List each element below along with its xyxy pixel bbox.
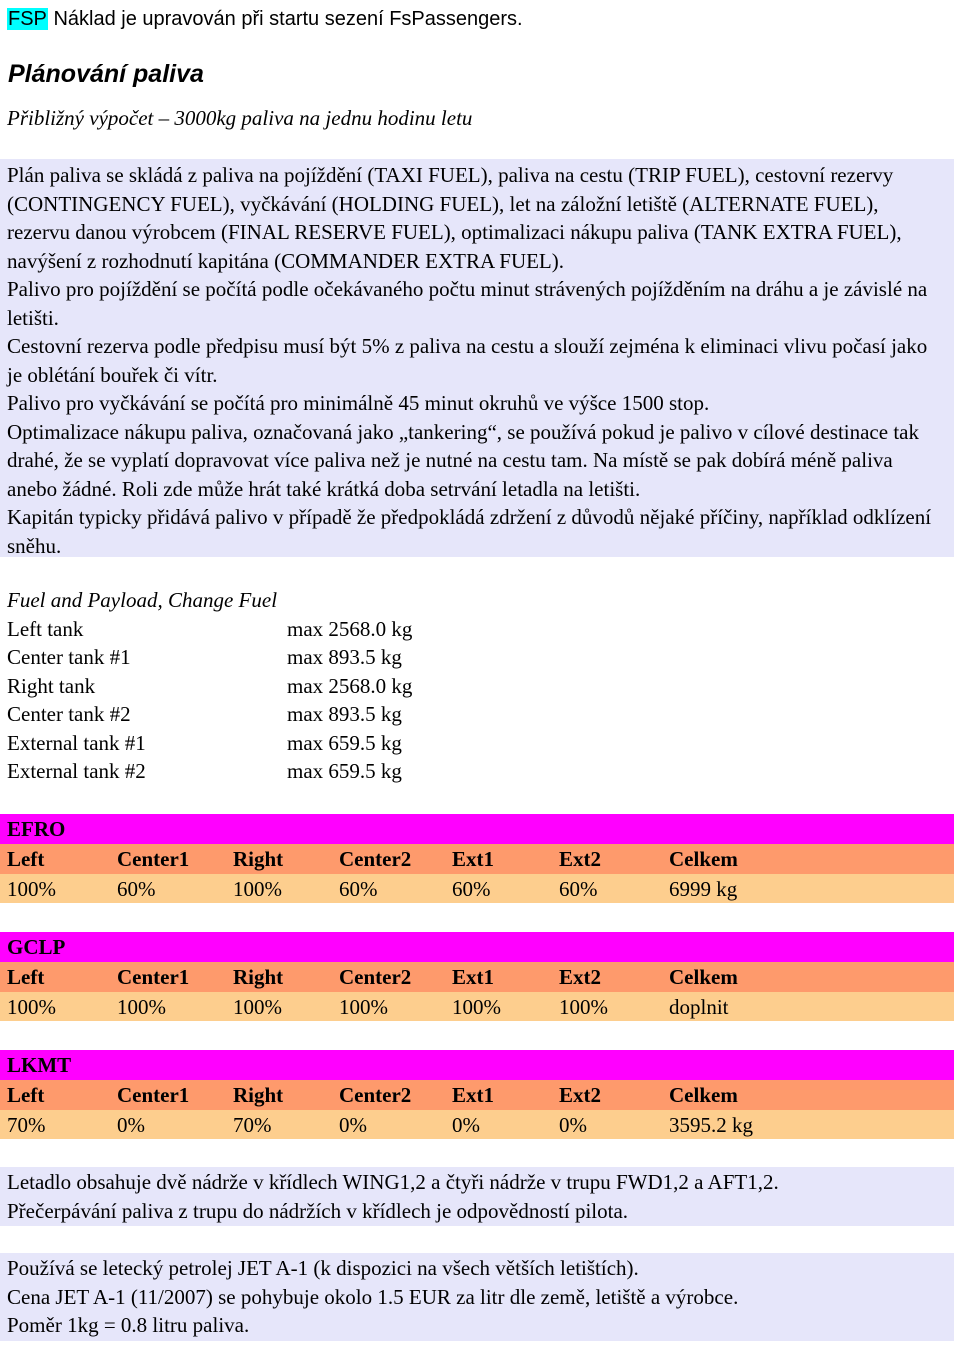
info-line: Přečerpávání paliva z trupu do nádržích v křídlech je odpovědností pilota. [7, 1198, 629, 1223]
preset-value: 60% [339, 876, 378, 901]
preset-value: 100% [233, 994, 282, 1019]
description-paragraph: Cestovní rezerva podle předpisu musí být 5% z paliva na cestu a slouží zejména k eliminaci vlivu počasí jako je oblétání bouřek či vítr. [7, 334, 928, 387]
description-paragraph: Palivo pro vyčkávání se počítá pro minimálně 45 minut okruhů ve výšce 1500 stop. [7, 391, 710, 415]
preset-value: 0% [339, 1112, 367, 1137]
tank-row [7, 672, 412, 701]
column-header: Celkem [669, 965, 738, 989]
column-header: Right [233, 965, 284, 989]
tank-row [7, 729, 412, 758]
preset-value: 0% [117, 1112, 145, 1137]
preset-values-row [0, 992, 954, 1022]
header-note-text: Náklad je upravován při startu sezení FsPassengers. [53, 8, 523, 30]
fsp-tag: FSP [8, 8, 47, 30]
description-paragraph: Optimalizace nákupu paliva, označovaná jako „tankering“, se používá pokud je palivo v cílové destinace tak drahé, že se vyplatí dopravovat více paliva než je nutné na cestu tam. Na místě se pak dobírá méně paliva anebo žádné. Roli zde může hrát také krátká doba setrvání letadla na letišti. [7, 419, 919, 501]
info-line: Používá se letecký petrolej JET A-1 (k dispozici na všech větších letištích). [7, 1256, 639, 1280]
tank-name: Right tank [7, 673, 96, 698]
preset-lkmt [0, 1050, 954, 1139]
tank-name: Left tank [7, 616, 84, 641]
column-header: Center1 [117, 965, 190, 989]
preset-value: 0% [452, 1112, 480, 1137]
preset-value: 100% [233, 876, 282, 901]
preset-name: GCLP [0, 932, 954, 962]
preset-value: 60% [117, 876, 156, 901]
column-header: Left [7, 965, 45, 989]
tank-max: max 893.5 kg [287, 645, 402, 669]
preset-value: 0% [559, 1112, 587, 1137]
preset-values-row [0, 1110, 954, 1140]
column-header: Center1 [117, 847, 190, 871]
tank-max: max 2568.0 kg [287, 673, 413, 698]
column-header: Center2 [339, 965, 412, 989]
preset-efro [0, 814, 954, 903]
fuel-payload-section [7, 586, 412, 786]
info-line: Cena JET A-1 (11/2007) se pohybuje okolo 1.5 EUR za litr dle země, letiště a výrobce. [7, 1284, 739, 1309]
column-header: Center2 [339, 847, 412, 871]
preset-value: 100% [339, 994, 388, 1019]
preset-values-row [0, 874, 954, 904]
column-header: Ext2 [559, 965, 601, 989]
preset-total: 6999 kg [669, 876, 738, 901]
preset-value: 100% [7, 994, 56, 1019]
preset-header-row [0, 962, 954, 992]
preset-total: 3595.2 kg [669, 1112, 753, 1137]
tank-name: External tank #2 [7, 759, 146, 783]
preset-value: 100% [7, 876, 56, 901]
preset-header-row [0, 1080, 954, 1110]
tank-max: max 2568.0 kg [287, 616, 413, 641]
preset-value: 70% [7, 1112, 46, 1137]
preset-value: 70% [233, 1112, 272, 1137]
tank-max: max 659.5 kg [287, 730, 402, 755]
fuel-payload-heading: Fuel and Payload, Change Fuel [7, 588, 278, 612]
info-line: Poměr 1kg = 0.8 litru paliva. [7, 1313, 250, 1337]
preset-gclp [0, 932, 954, 1021]
info-line: Letadlo obsahuje dvě nádrže v křídlech WING1,2 a čtyři nádrže v trupu FWD1,2 a AFT1,2. [7, 1170, 779, 1194]
preset-total: doplnit [669, 994, 729, 1019]
tank-row [7, 757, 412, 786]
tank-row [7, 700, 412, 729]
description-paragraph: Plán paliva se skládá z paliva na pojíždění (TAXI FUEL), paliva na cestu (TRIP FUEL), cestovní rezervy (CONTINGENCY FUEL), vyčkávání (HOLDING FUEL), let na záložní letiště (ALTERNATE FUEL), rezervu danou výrobcem (FINAL RESERVE FUEL), optimalizaci nákupu paliva (TANK EXTRA FUEL), navýšení z rozhodnutí kapitána (COMMANDER EXTRA FUEL). [7, 163, 902, 273]
header-note [7, 5, 523, 33]
fuel-type-info [0, 1253, 954, 1341]
column-header: Center2 [339, 1083, 412, 1107]
column-header: Ext1 [452, 965, 494, 989]
preset-value: 60% [452, 876, 491, 901]
preset-name: EFRO [0, 814, 954, 844]
preset-value: 100% [117, 994, 166, 1019]
preset-header-row [0, 844, 954, 874]
column-header: Ext1 [452, 1083, 494, 1107]
tank-name: Center tank #1 [7, 645, 131, 669]
column-header: Right [233, 847, 284, 871]
description-paragraph: Palivo pro pojíždění se počítá podle očekávaného počtu minut strávených pojížděním na dráhu a je závislé na letišti. [7, 277, 928, 330]
column-header: Ext2 [559, 1083, 601, 1107]
column-header: Celkem [669, 847, 738, 871]
column-header: Ext1 [452, 847, 494, 871]
column-header: Left [7, 1083, 45, 1107]
tank-row [7, 643, 412, 672]
column-header: Left [7, 847, 45, 871]
description-paragraph: Kapitán typicky přidává palivo v případě že předpokládá zdržení z důvodů nějaké příčiny, například odklízení sněhu. [7, 505, 932, 558]
tank-name: Center tank #2 [7, 702, 131, 726]
fuel-plan-description [0, 159, 954, 557]
tank-max: max 893.5 kg [287, 702, 402, 726]
column-header: Ext2 [559, 847, 601, 871]
column-header: Center1 [117, 1083, 190, 1107]
tank-max: max 659.5 kg [287, 759, 402, 783]
column-header: Celkem [669, 1083, 738, 1107]
preset-value: 60% [559, 876, 598, 901]
column-header: Right [233, 1083, 284, 1107]
preset-name: LKMT [0, 1050, 954, 1080]
tank-row [7, 615, 412, 644]
tanks-info [0, 1167, 954, 1226]
page-title: Plánování paliva [8, 60, 204, 88]
preset-value: 100% [559, 994, 608, 1019]
page-subtitle: Přibližný výpočet – 3000kg paliva na jednu hodinu letu [7, 106, 473, 130]
tank-name: External tank #1 [7, 730, 146, 755]
preset-value: 100% [452, 994, 501, 1019]
